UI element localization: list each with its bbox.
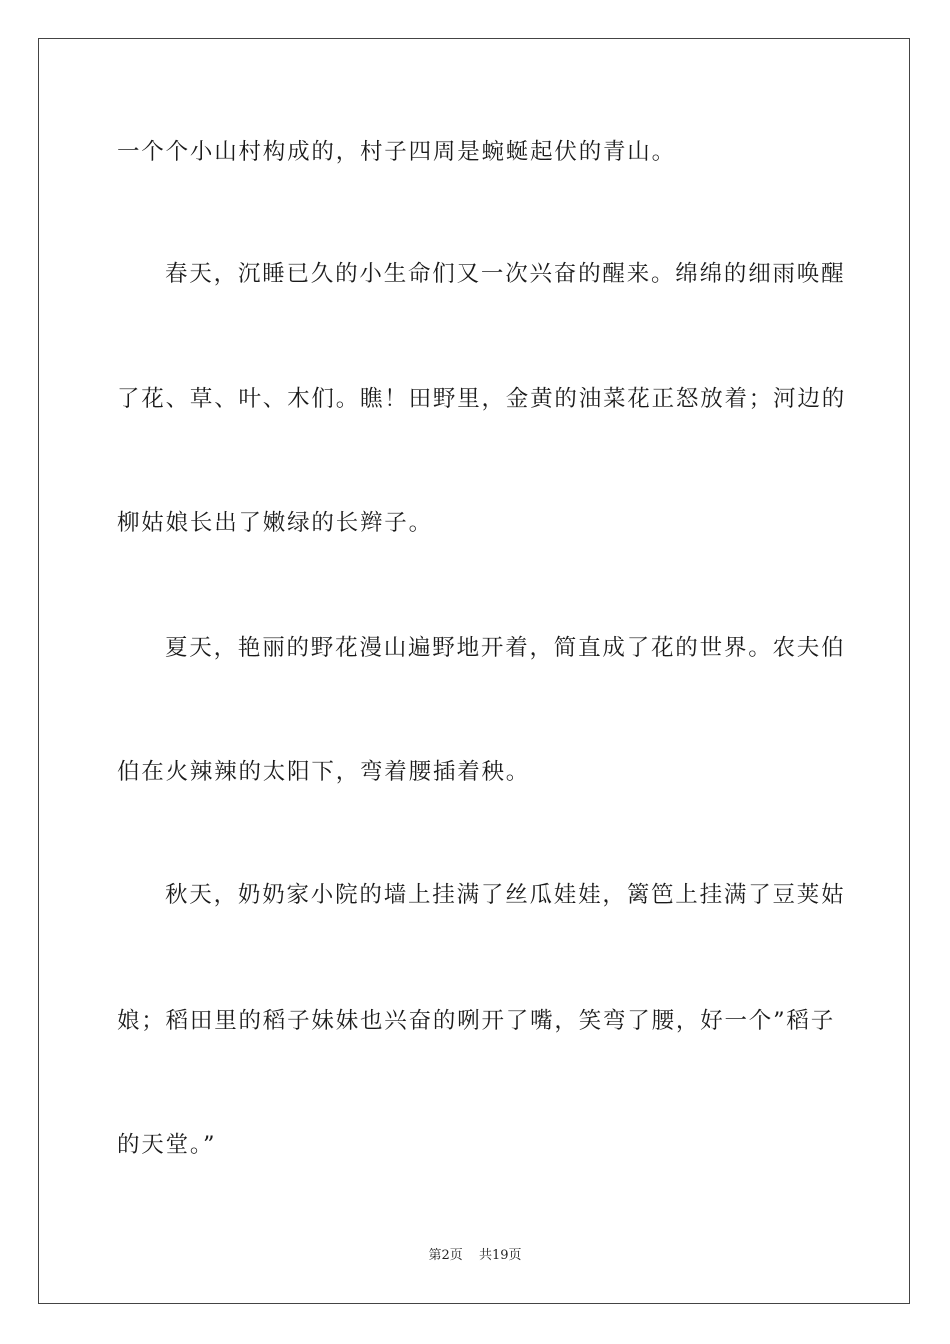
page-border — [38, 38, 910, 1304]
page-footer — [0, 1247, 950, 1265]
text-line: 了花、草、叶、木们。瞧！田野里，金黄的油菜花正怒放着；河边的 — [117, 386, 847, 412]
text-line: 娘；稻田里的稻子妹妹也兴奋的咧开了嘴，笑弯了腰，好一个”稻子 — [117, 1008, 836, 1034]
paragraph-spring-start: 春天，沉睡已久的小生命们又一次兴奋的醒来。绵绵的细雨唤醒 — [165, 261, 846, 287]
paragraph-autumn-start: 秋天，奶奶家小院的墙上挂满了丝瓜娃娃，篱笆上挂满了豆荚姑 — [165, 882, 846, 908]
page-total: 共19页 — [478, 1248, 522, 1263]
text-line: 一个个小山村构成的，村子四周是蜿蜒起伏的青山。 — [117, 139, 676, 165]
text-line: 柳姑娘长出了嫩绿的长辫子。 — [117, 510, 433, 536]
paragraph-summer-start: 夏天，艳丽的野花漫山遍野地开着，简直成了花的世界。农夫伯 — [165, 635, 846, 661]
text-line: 伯在火辣辣的太阳下，弯着腰插着秧。 — [117, 759, 531, 785]
text-line: 的天堂。” — [117, 1132, 217, 1158]
page-number: 第2页 — [428, 1248, 463, 1263]
